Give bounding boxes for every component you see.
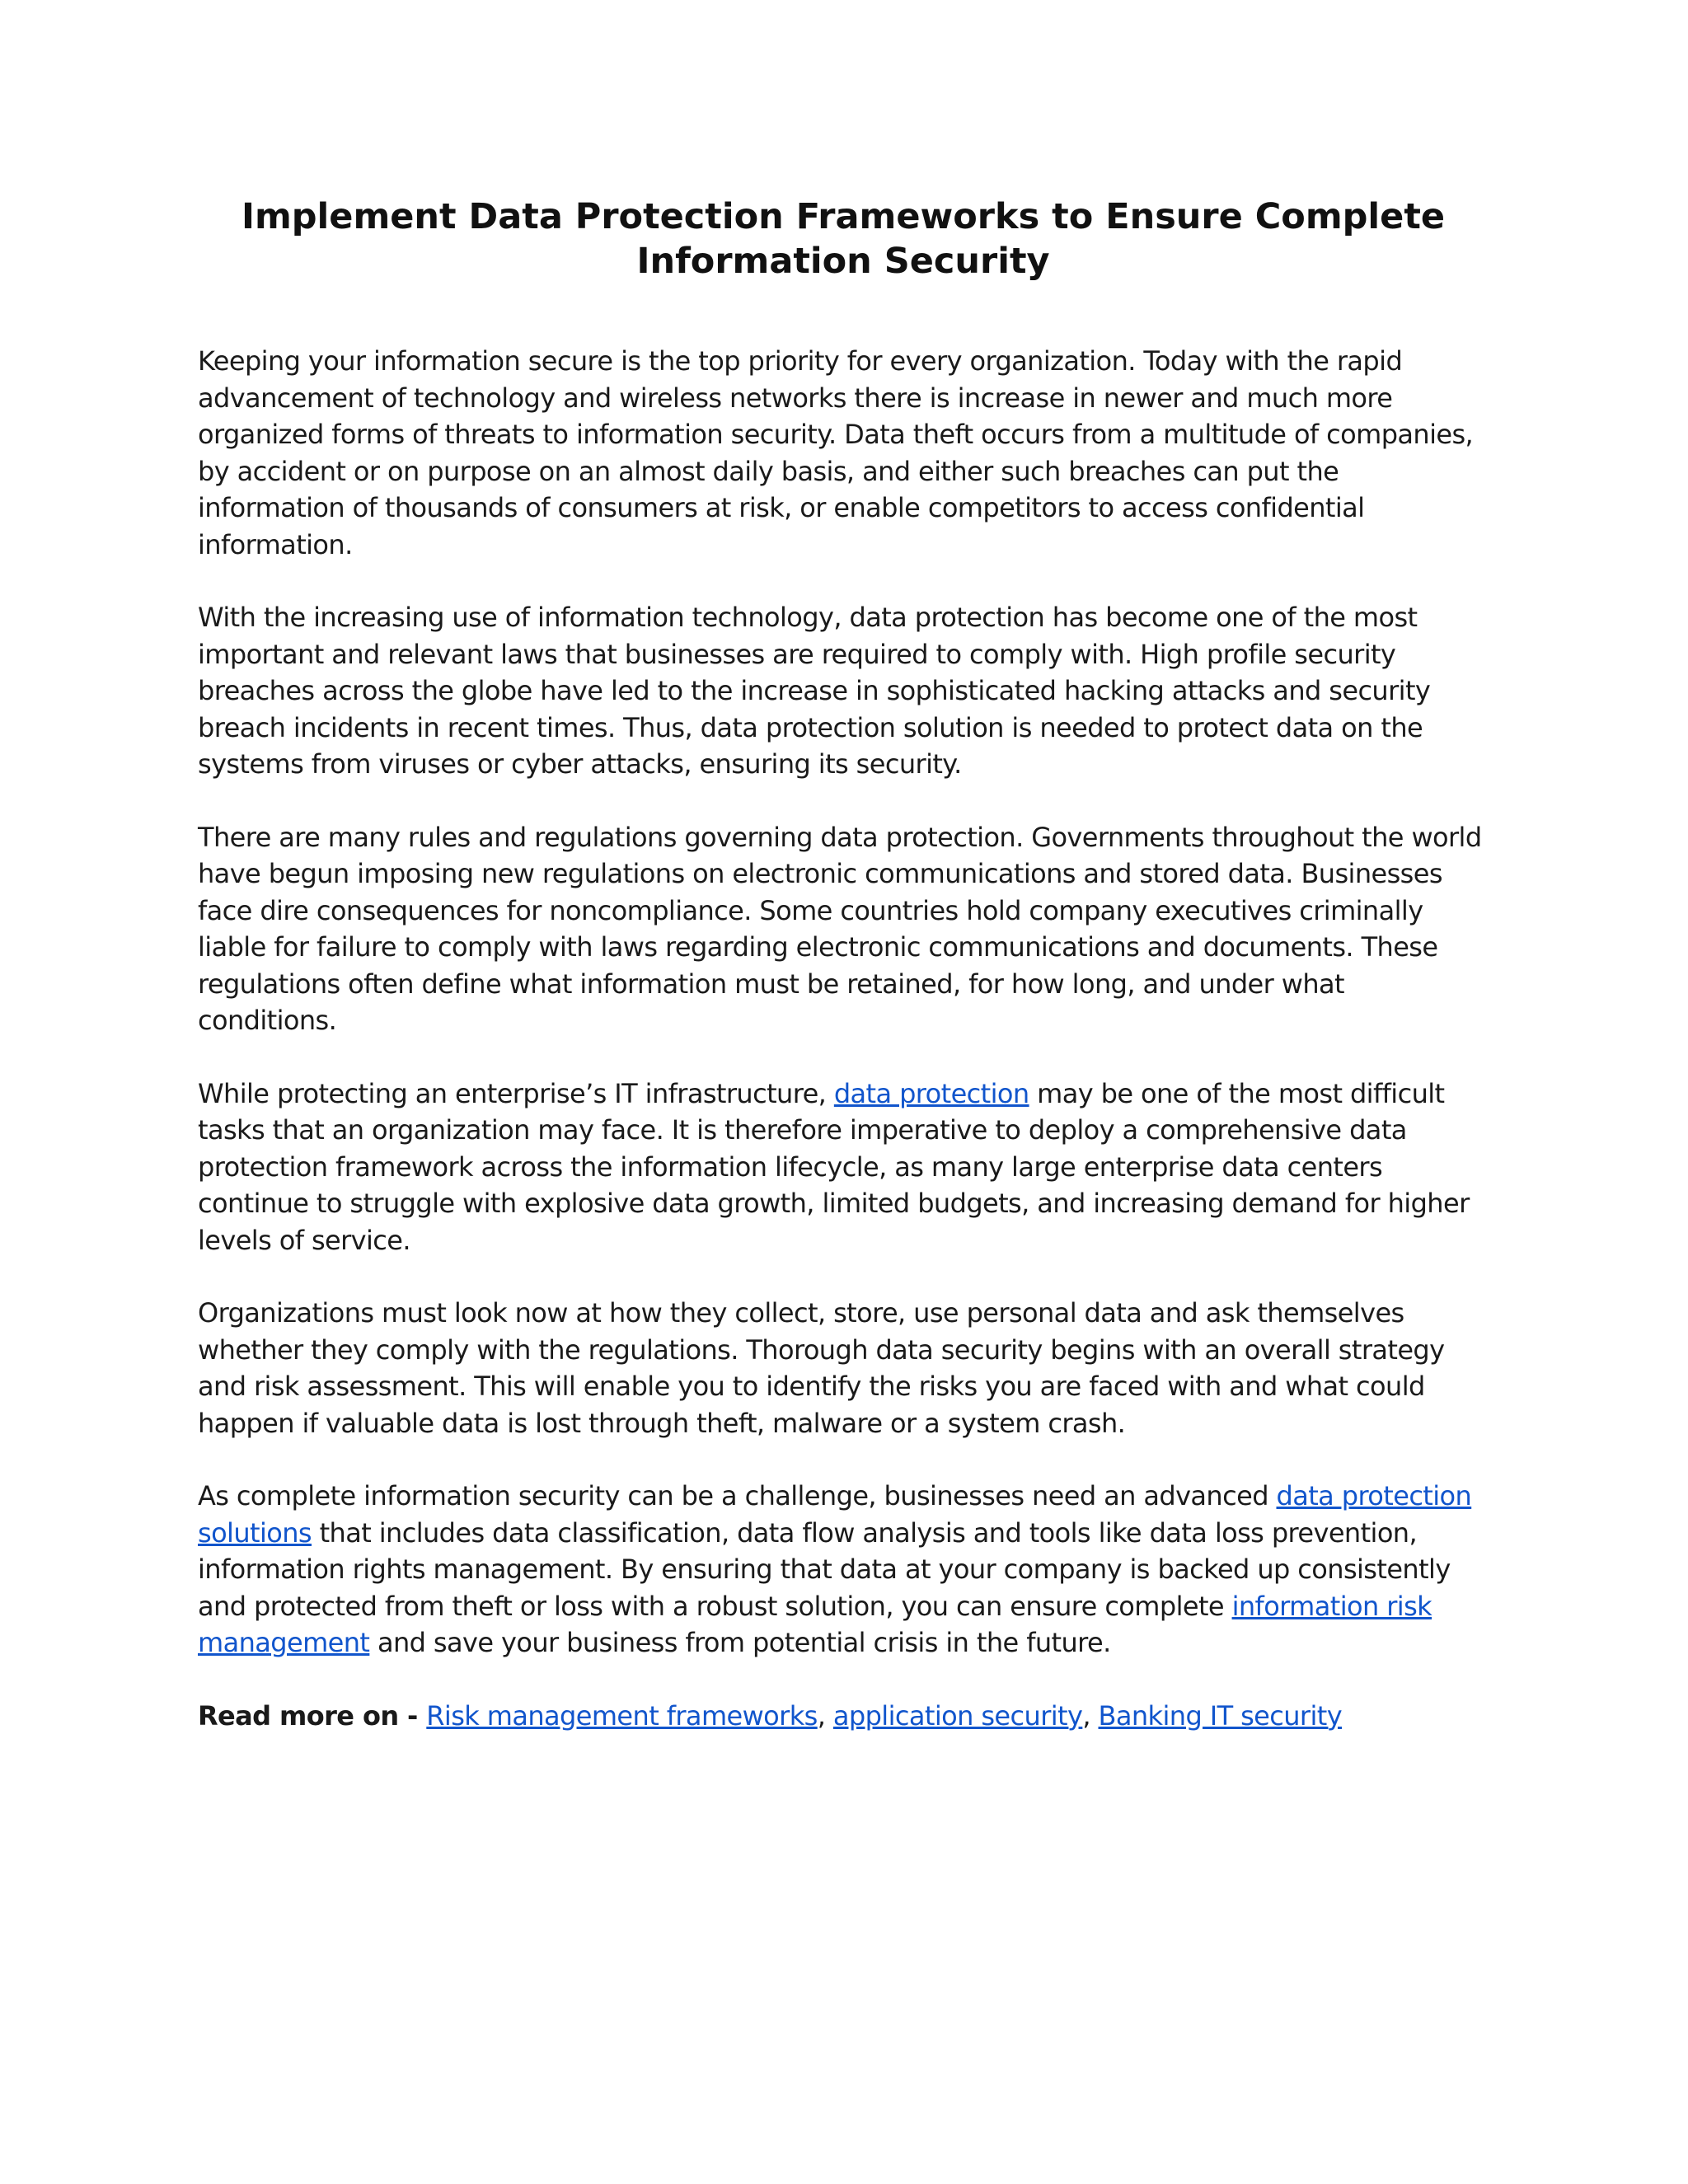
paragraph-assessment: Organizations must look now at how they collect, store, use personal data and ask themselves whether they comply with the regulations. Thorough data security begins with an overall strategy and risk assessment. This will enable you to identify the risks you are faced with and what could happen if valuable data is lost through theft, malware or a system crash. (198, 1297, 1445, 1439)
application-security-link[interactable]: application security (832, 1699, 1083, 1732)
page-title: Implement Data Protection Frameworks to Ensure Complete Information Security (241, 196, 1446, 282)
paragraph-regulations: There are many rules and regulations governing data protection. Governments throughout the world have begun imposing new regulations on electronic communications and stored data. Businesses face dire consequences for noncompliance. Some countries hold company executives criminally liable for failure to comply with laws regarding electronic communications and documents. These regulations often define what information must be retained, for how long, and under what conditions. (198, 821, 1482, 1036)
separator: , (1082, 1699, 1099, 1732)
text-segment: As complete information security can be a challenge, businesses need an advanced (198, 1480, 1277, 1511)
risk-management-frameworks-link[interactable]: Risk management frameworks (426, 1699, 818, 1732)
document-page (198, 194, 1489, 1770)
paragraph-it-laws: With the increasing use of information technology, data protection has become one of the most important and relevant laws that businesses are required to comply with. High profile security breaches across the globe have led to the increase in sophisticated hacking attacks and security breach incidents in recent times. Thus, data protection solution is needed to protect data on the systems from viruses or cyber attacks, ensuring its security. (198, 602, 1431, 780)
text-segment: that includes data classification, data flow analysis and tools like data loss prevention, information rights management. By ensuring that data at your company is backed up consistently and protected from theft or loss with a robust solution, you can ensure complete (198, 1516, 1451, 1622)
paragraph-intro: Keeping your information secure is the top priority for every organization. Today with the rapid advancement of technology and wireless networks there is increase in newer and much more organized forms of threats to information security. Data theft occurs from a multitude of companies, by accident or on purpose on an almost daily basis, and either such breaches can put the information of thousands of consumers at risk, or enable competitors to access confidential information. (198, 345, 1474, 560)
paragraph-solutions (198, 1478, 1489, 1661)
read-more-line (198, 1698, 1489, 1735)
text-segment: and save your business from potential crisis in the future. (369, 1627, 1111, 1658)
read-more-label: Read more on - (198, 1699, 427, 1732)
text-segment: While protecting an enterprise’s IT infrastructure, (198, 1077, 834, 1109)
banking-it-security-link[interactable]: Banking IT security (1098, 1699, 1343, 1732)
data-protection-solutions-link[interactable]: data protection solutions (198, 1480, 1472, 1549)
information-risk-management-link[interactable]: information risk management (198, 1590, 1432, 1658)
text-segment: may be one of the most difficult tasks that an organization may face. It is therefore imperative to deploy a comprehensive data protection framework across the information lifecycle, as many large enterprise data centers continue to struggle with explosive data growth, limited budgets, and increasing demand for higher levels of service. (198, 1077, 1470, 1256)
paragraph-infrastructure (198, 1076, 1489, 1259)
separator: , (817, 1699, 833, 1732)
data-protection-link[interactable]: data protection (833, 1077, 1029, 1109)
